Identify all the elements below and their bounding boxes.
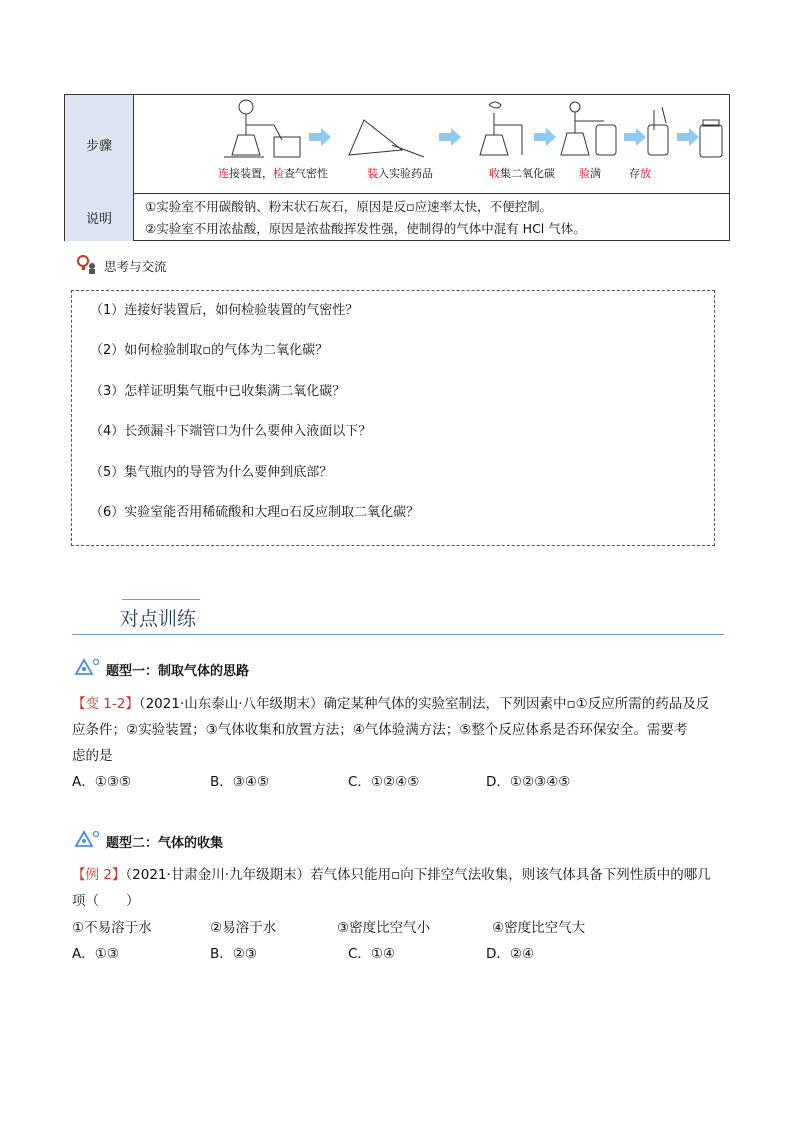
notes-head: 说明 (65, 193, 134, 241)
think-label: 思考与交流 (104, 259, 167, 274)
type2-option-d: D．②④ (486, 946, 535, 962)
question-3: （3）怎样证明集气瓶中已收集满二氧化碳？ (90, 384, 346, 399)
section-rule (72, 634, 724, 635)
question-2: （2）如何检验制取▫的气体为二氧化碳？ (90, 343, 329, 358)
note-1: ①实验室不用碳酸钠、粉末状石灰石，原因是反▫应速率太快，不便控制。 (145, 199, 553, 214)
question-1: （1）连接好装置后，如何检验装置的气密性？ (90, 303, 359, 318)
type2-option-c: C．①④ (348, 946, 396, 962)
type1-title: 题型一：制取气体的思路 (106, 664, 250, 679)
step-caption-4: 验满 (579, 167, 601, 180)
step-caption-5: 存放 (629, 167, 651, 180)
step-caption-1: 连接装置，检查气密性 (218, 167, 328, 180)
type1-option-b: B．③④⑤ (210, 774, 270, 790)
type1-option-d: D．①②③④⑤ (486, 774, 571, 790)
type2-prop-3: ③密度比空气小 (337, 920, 431, 936)
steps-head: 步骤 (65, 95, 134, 193)
type2-option-b: B．②③ (210, 946, 257, 962)
flask-icon-2 (72, 828, 102, 850)
type2-line1: 【例 2】（2021·甘肃金川·九年级期末）若气体只能用▫向下排空气法收集，则该气体具备下列性质中的哪几 (72, 867, 711, 883)
steps-diagram (134, 95, 729, 193)
flask-icon (72, 656, 102, 678)
type2-prop-4: ④密度比空气大 (492, 920, 586, 936)
type2-prop-1: ①不易溶于水 (72, 920, 152, 936)
steps-table (64, 94, 730, 241)
type1-line3: 虑的是 (72, 748, 113, 764)
steps-row (65, 95, 729, 194)
question-4: （4）长颈漏斗下端管口为什么要伸入液面以下？ (90, 424, 372, 439)
type1-line1: 【变 1-2】（2021·山东泰山·八年级期末）确定某种气体的实验室制法，下列因素中▫①反应所需的药品及反 (72, 696, 710, 712)
type2-title: 题型二：气体的收集 (106, 836, 224, 851)
section-title: 对点训练 (120, 608, 197, 630)
question-6: （6）实验室能否用稀硫酸和大理▫石反应制取二氧化碳？ (90, 505, 420, 520)
type1-line2: 应条件；②实验装置；③气体收集和放置方法；④气体验满方法；⑤整个反应体系是否环保安全。需要考 (72, 722, 688, 738)
note-2: ②实验室不用浓盐酸，原因是浓盐酸挥发性强，使制得的气体中混有 HCl 气体。 (145, 221, 586, 236)
section-top-rule (122, 599, 200, 600)
question-person-icon (76, 254, 98, 274)
notes-row (65, 193, 729, 241)
type1-option-a: A．①③⑤ (72, 774, 132, 790)
question-box (71, 290, 715, 546)
step-caption-3: 收集二氧化碳 (489, 167, 555, 180)
step-caption-2: 装入实验药品 (367, 167, 433, 180)
type2-line2: 项（ ） (72, 893, 140, 909)
type1-option-c: C．①②④⑤ (348, 774, 420, 790)
question-5: （5）集气瓶内的导管为什么要伸到底部？ (90, 465, 333, 480)
type2-prop-2: ②易溶于水 (210, 920, 277, 936)
type2-option-a: A．①③ (72, 946, 119, 962)
